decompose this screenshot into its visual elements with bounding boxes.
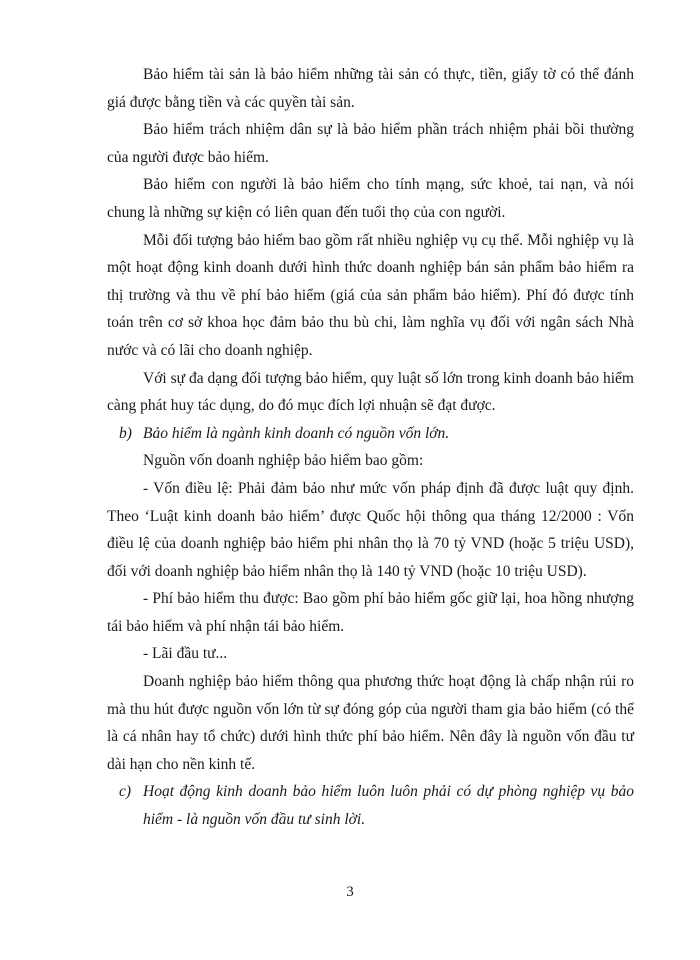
capital-item-premiums: - Phí bảo hiểm thu được: Bao gồm phí bảo hiểm gốc giữ lại, hoa hồng nhượng tái bảo hiểm và phí nhận tái bảo hiểm. [107,590,634,635]
paragraph-property-insurance: Bảo hiểm tài sản là bảo hiểm những tài sản có thực, tiền, giấy tờ có thể đánh giá được bằng tiền và các quyền tài sản. [107,66,634,111]
paragraph-insurance-operations: Mỗi đối tượng bảo hiểm bao gồm rất nhiều nghiệp vụ cụ thể. Mỗi nghiệp vụ là một hoạt động kinh doanh dưới hình thức doanh nghiệp bán sản phẩm bảo hiểm ra thị trường và thu về phí bảo hiểm (giá của sản phẩm bảo hiểm). Phí đó được tính toán trên cơ sở khoa học đảm bảo thu bù chi, làm nghĩa vụ đối với ngân sách Nhà nước và có lãi cho doanh nghiệp. [107,231,634,359]
section-c-title: Hoạt động kinh doanh bảo hiểm luôn luôn phải có dự phòng nghiệp vụ bảo hiểm - là nguồn vốn đầu tư sinh lời. [143,783,634,829]
capital-intro: Nguồn vốn doanh nghiệp bảo hiểm bao gồm: [143,452,424,470]
page-number: 3 [346,884,354,900]
section-b-marker: b) [119,424,132,442]
paragraph-law-of-large-numbers: Với sự đa dạng đối tượng bảo hiểm, quy luật số lớn trong kinh doanh bảo hiểm càng phát huy tác dụng, do đó mục đích lợi nhuận sẽ đạt được. [107,369,634,415]
section-c-heading [107,778,634,833]
section-b-heading [107,420,634,448]
section-b-title: Bảo hiểm là ngành kinh doanh có nguồn vốn lớn. [143,424,450,442]
section-c-marker: c) [119,783,132,801]
capital-item-investment-income: - Lãi đầu tư... [143,645,228,663]
body-text [107,61,634,834]
paragraph-liability-insurance: Bảo hiểm trách nhiệm dân sự là bảo hiểm phần trách nhiệm phải bồi thường của người được bảo hiểm. [107,121,634,166]
paragraph-long-term-capital: Doanh nghiệp bảo hiểm thông qua phương thức hoạt động là chấp nhận rủi ro mà thu hút được nguồn vốn lớn từ sự đóng góp của người tham gia bảo hiểm (có thể là cá nhân hay tổ chức) dưới hình thức phí bảo hiểm. Nên đây là nguồn vốn đầu tư dài hạn cho nền kinh tế. [107,673,634,773]
capital-item-charter-capital: - Vốn điều lệ: Phải đảm bảo như mức vốn pháp định đã được luật quy định. Theo ‘Luật kinh doanh bảo hiểm’ được Quốc hội thông qua tháng 12/2000 : Vốn điều lệ của doanh nghiệp bảo hiểm phi nhân thọ là 70 tỷ VND (hoặc 5 triệu USD), đối với doanh nghiệp bảo hiểm nhân thọ là 140 tỷ VND (hoặc 10 triệu USD). [107,479,634,580]
paragraph-personal-insurance: Bảo hiểm con người là bảo hiểm cho tính mạng, sức khoẻ, tai nạn, và nói chung là những sự kiện có liên quan đến tuổi thọ của con người. [107,176,634,221]
